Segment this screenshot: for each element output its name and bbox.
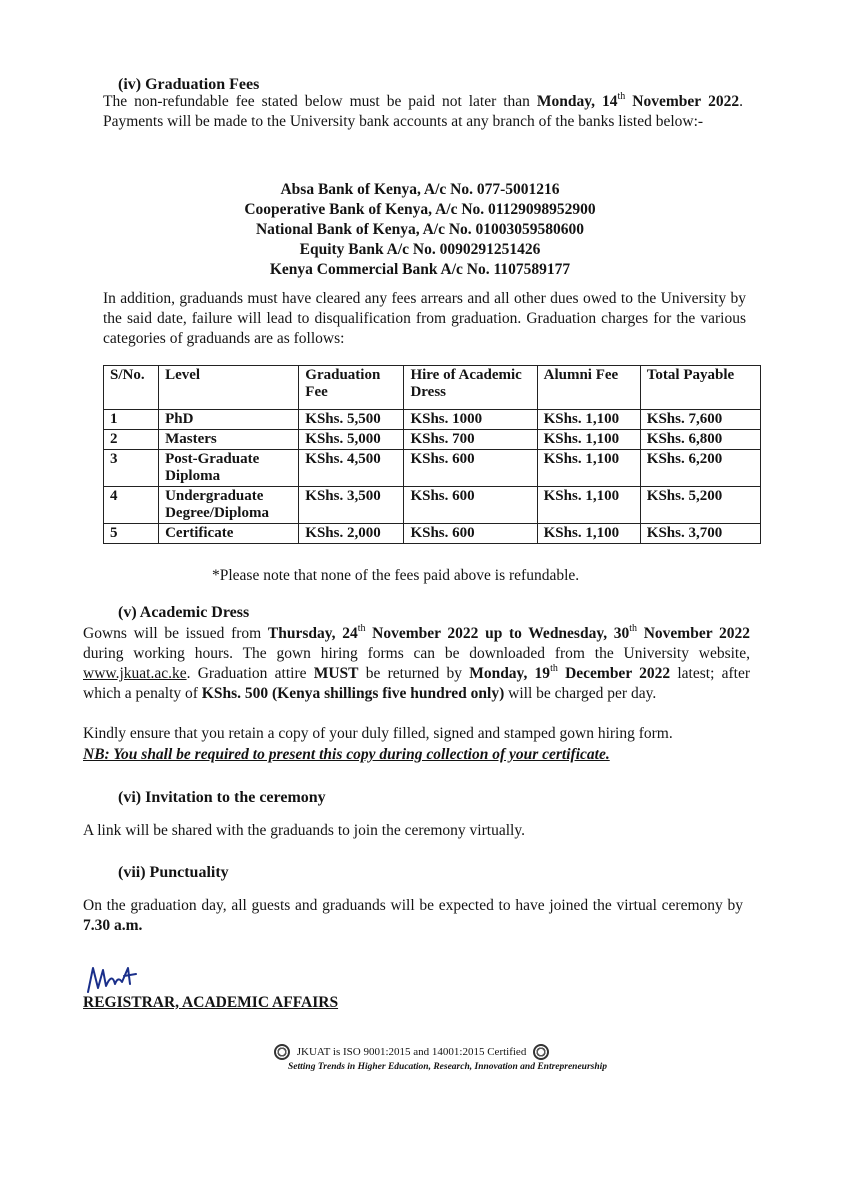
table-cell: Undergraduate Degree/Diploma <box>159 487 299 524</box>
table-row <box>104 524 761 544</box>
table-row <box>104 450 761 487</box>
table-cell: 1 <box>104 410 159 430</box>
intro-text: The non-refundable fee stated below must be paid not later than <box>103 93 537 110</box>
must-text: MUST <box>313 665 359 682</box>
table-cell: KShs. 3,500 <box>299 487 404 524</box>
signature-mark <box>84 962 138 996</box>
dress-text: Gowns will be issued from <box>83 625 268 642</box>
iso-seal-icon <box>274 1044 290 1060</box>
table-cell: KShs. 7,600 <box>640 410 760 430</box>
iso-seal-icon <box>533 1044 549 1060</box>
penalty-amount: KShs. 500 (Kenya shillings five hundred only) <box>201 685 505 702</box>
refund-note: *Please note that none of the fees paid above is refundable. <box>212 567 580 584</box>
nb-notice: NB: You shall be required to present this copy during collection of your certificate. <box>83 746 610 763</box>
dress-text: will be charged per day. <box>504 685 657 702</box>
deadline-sup: th <box>617 90 626 102</box>
issue-end-date: November 2022 up to Wednesday, 30 <box>365 625 630 642</box>
deadline-date: Monday, 14 <box>536 93 618 110</box>
dress-text: be returned by <box>358 665 470 682</box>
bank-line: Cooperative Bank of Kenya, A/c No. 01129098952900 <box>244 201 596 218</box>
fees-table <box>103 365 761 544</box>
sup: th <box>550 662 558 674</box>
table-cell: Post-Graduate Diploma <box>159 450 299 487</box>
table-row <box>104 430 761 450</box>
dress-text: during working hours. The gown hiring forms can be downloaded from the University website, <box>83 645 750 662</box>
table-cell: KShs. 1,100 <box>537 487 640 524</box>
header-cell: S/No. <box>104 366 159 410</box>
invitation-text: A link will be shared with the graduands to join the ceremony virtually. <box>83 822 525 839</box>
return-month: December 2022 <box>557 665 671 682</box>
footer-tagline: Setting Trends in Higher Education, Research, Innovation and Entrepreneurship <box>288 1062 608 1072</box>
sup: th <box>357 622 366 634</box>
table-cell: 4 <box>104 487 159 524</box>
punctuality-text <box>83 896 743 936</box>
table-cell: KShs. 6,800 <box>640 430 760 450</box>
table-cell: KShs. 5,200 <box>640 487 760 524</box>
section-v-heading: (v) Academic Dress <box>118 604 250 621</box>
table-row <box>104 410 761 430</box>
bank-line: National Bank of Kenya, A/c No. 01003059580600 <box>255 221 585 238</box>
table-cell: 3 <box>104 450 159 487</box>
table-cell: KShs. 1,100 <box>537 450 640 487</box>
table-cell: KShs. 700 <box>404 430 537 450</box>
table-cell: KShs. 600 <box>404 487 537 524</box>
table-cell: KShs. 1,100 <box>537 524 640 544</box>
header-cell: Level <box>159 366 299 410</box>
table-cell: KShs. 1000 <box>404 410 537 430</box>
bank-line: Absa Bank of Kenya, A/c No. 077-5001216 <box>280 181 560 198</box>
header-cell: Graduation Fee <box>299 366 404 410</box>
dress-text: latest; after which a penalty of <box>83 665 750 702</box>
deadline-month: November <box>625 93 702 110</box>
table-cell: KShs. 4,500 <box>299 450 404 487</box>
footer-certification <box>274 1044 574 1060</box>
bank-line: Kenya Commercial Bank A/c No. 1107589177 <box>269 261 571 278</box>
table-cell: KShs. 6,200 <box>640 450 760 487</box>
header-cell: Total Payable <box>640 366 760 410</box>
punctuality-body: On the graduation day, all guests and graduands will be expected to have joined the virtual ceremony by <box>83 897 743 914</box>
university-website-link[interactable]: www.jkuat.ac.ke <box>83 665 187 682</box>
signatory-title: REGISTRAR, ACADEMIC AFFAIRS <box>83 994 339 1011</box>
table-cell: KShs. 1,100 <box>537 410 640 430</box>
table-cell: 5 <box>104 524 159 544</box>
section-vii-heading: (vii) Punctuality <box>118 864 229 881</box>
table-cell: KShs. 600 <box>404 524 537 544</box>
table-cell: PhD <box>159 410 299 430</box>
issue-end-month: November 2022 <box>637 625 750 642</box>
table-cell: KShs. 5,500 <box>299 410 404 430</box>
retain-copy-text: Kindly ensure that you retain a copy of your duly filled, signed and stamped gown hiring form. <box>83 725 673 742</box>
sup: th <box>629 622 638 634</box>
intro-text-2: . Payments will be made to the University bank accounts at any branch of the banks listed below:- <box>103 93 744 130</box>
join-time: 7.30 a.m. <box>83 917 143 934</box>
header-cell: Alumni Fee <box>537 366 640 410</box>
dress-text: . Graduation attire <box>186 665 314 682</box>
table-cell: KShs. 2,000 <box>299 524 404 544</box>
table-header-row <box>104 366 761 410</box>
header-cell: Hire of Academic Dress <box>404 366 537 410</box>
table-cell: KShs. 5,000 <box>299 430 404 450</box>
table-cell: KShs. 3,700 <box>640 524 760 544</box>
section-iv-intro <box>103 92 743 132</box>
table-cell: KShs. 600 <box>404 450 537 487</box>
certification-text: JKUAT is ISO 9001:2015 and 14001:2015 Certified <box>296 1045 527 1058</box>
section-vi-heading: (vi) Invitation to the ceremony <box>118 789 326 806</box>
section-iv-heading: (iv) Graduation Fees <box>118 76 260 93</box>
table-cell: 2 <box>104 430 159 450</box>
table-cell: KShs. 1,100 <box>537 430 640 450</box>
bank-line: Equity Bank A/c No. 0090291251426 <box>299 241 541 258</box>
academic-dress-paragraph <box>83 624 750 704</box>
return-date: Monday, 19 <box>469 665 551 682</box>
table-row <box>104 487 761 524</box>
bank-list <box>180 180 660 280</box>
deadline-year: 2022 <box>708 93 740 110</box>
arrears-paragraph: In addition, graduands must have cleared any fees arrears and all other dues owed to the University by the said date, failure will lead to disqualification from graduation. Graduation charges for the various categories of graduands are as follows: <box>103 290 746 347</box>
table-cell: Masters <box>159 430 299 450</box>
issue-start-date: Thursday, 24 <box>267 625 358 642</box>
table-cell: Certificate <box>159 524 299 544</box>
